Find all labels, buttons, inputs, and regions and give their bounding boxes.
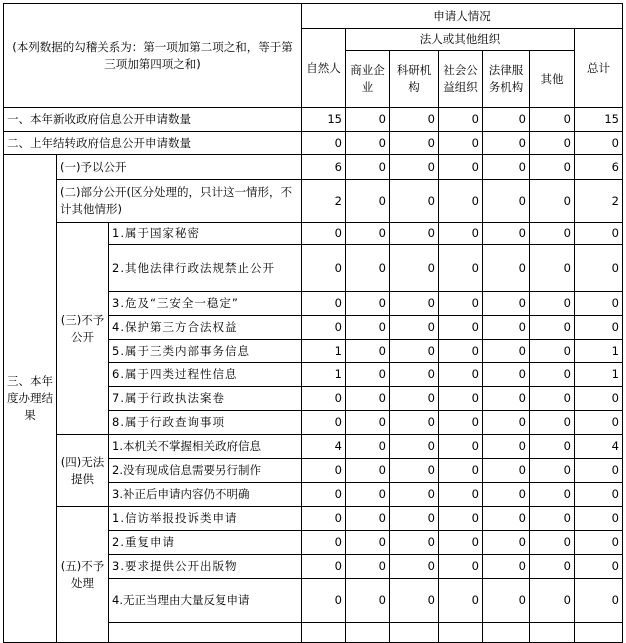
cell-value: 0	[483, 340, 530, 363]
cell-value: 0	[302, 531, 346, 555]
row-label: 5.属于三类内部事务信息	[109, 340, 302, 363]
cell-value: 0	[302, 483, 346, 507]
cell-value: 0	[390, 245, 439, 292]
org-type-header: 其他	[530, 51, 575, 108]
cell-value	[483, 623, 530, 643]
table-row	[4, 132, 623, 155]
cell-value: 0	[346, 132, 390, 155]
cell-value: 0	[530, 411, 575, 435]
cell-value: 0	[483, 108, 530, 132]
cell-value: 0	[390, 180, 439, 223]
cell-value: 0	[483, 180, 530, 223]
cell-value: 0	[390, 483, 439, 507]
cell-value: 0	[346, 316, 390, 340]
cell-value: 0	[575, 292, 623, 316]
cell-value: 0	[483, 555, 530, 579]
cell-value: 0	[346, 340, 390, 363]
cell-value: 0	[439, 507, 483, 531]
cell-value: 1	[575, 363, 623, 387]
cell-value	[530, 623, 575, 643]
table-row	[4, 180, 623, 223]
cell-value: 0	[530, 435, 575, 459]
org-type-header: 社会公益组织	[439, 51, 483, 108]
cell-value: 0	[530, 483, 575, 507]
header-note: (本列数据的勾稽关系为：第一项加第二项之和，等于第三项加第四项之和)	[4, 4, 302, 108]
cell-value: 0	[439, 555, 483, 579]
cell-value: 0	[530, 579, 575, 623]
cell-value: 0	[302, 579, 346, 623]
cell-value: 0	[575, 411, 623, 435]
row-label: 1.属于国家秘密	[109, 223, 302, 245]
row-label: 3.危及“三安全一稳定”	[109, 292, 302, 316]
cell-value: 0	[346, 531, 390, 555]
cell-value: 0	[439, 180, 483, 223]
cell-value: 0	[439, 387, 483, 411]
cell-value: 0	[483, 155, 530, 180]
cell-value	[575, 623, 623, 643]
cell-value: 0	[483, 245, 530, 292]
row-label	[109, 623, 302, 643]
cell-value: 0	[439, 579, 483, 623]
cell-value: 0	[483, 459, 530, 483]
group-4-label: (四)无法提供	[57, 435, 109, 507]
group-5-label: (五)不予处理	[57, 507, 109, 643]
row-label: 6.属于四类过程性信息	[109, 363, 302, 387]
row-label: (二)部分公开(区分处理的，只计这一情形，不计其他情形)	[57, 180, 302, 223]
cell-value: 0	[530, 108, 575, 132]
cell-value: 0	[346, 459, 390, 483]
cell-value: 0	[439, 316, 483, 340]
cell-value: 0	[439, 459, 483, 483]
cell-value: 0	[390, 292, 439, 316]
row-label: 二、上年结转政府信息公开申请数量	[4, 132, 302, 155]
cell-value: 0	[390, 507, 439, 531]
group-3-label: (三)不予公开	[57, 223, 109, 435]
cell-value: 0	[575, 459, 623, 483]
cell-value: 0	[530, 292, 575, 316]
cell-value: 0	[575, 387, 623, 411]
cell-value: 1	[302, 363, 346, 387]
cell-value: 0	[483, 435, 530, 459]
cell-value: 0	[346, 292, 390, 316]
cell-value: 0	[439, 132, 483, 155]
cell-value: 0	[483, 531, 530, 555]
cell-value: 0	[346, 483, 390, 507]
cell-value: 0	[530, 363, 575, 387]
row-label: 2.重复申请	[109, 531, 302, 555]
cell-value: 0	[483, 507, 530, 531]
cell-value: 6	[302, 155, 346, 180]
row-label: 3.补正后申请内容仍不明确	[109, 483, 302, 507]
cell-value: 0	[530, 132, 575, 155]
cell-value	[302, 623, 346, 643]
cell-value: 2	[575, 180, 623, 223]
cell-value: 0	[575, 579, 623, 623]
cell-value: 0	[483, 579, 530, 623]
cell-value: 0	[346, 223, 390, 245]
cell-value: 0	[439, 483, 483, 507]
cell-value: 0	[439, 108, 483, 132]
cell-value: 0	[390, 459, 439, 483]
cell-value: 0	[575, 531, 623, 555]
org-type-header: 商业企业	[346, 51, 390, 108]
report-table	[3, 3, 623, 643]
cell-value: 0	[439, 363, 483, 387]
cell-value: 0	[390, 387, 439, 411]
cell-value: 0	[530, 531, 575, 555]
cell-value: 0	[346, 411, 390, 435]
cell-value: 0	[439, 223, 483, 245]
cell-value: 0	[575, 223, 623, 245]
cell-value: 0	[483, 411, 530, 435]
table-row	[4, 223, 623, 245]
cell-value: 0	[530, 245, 575, 292]
row-label: 1.本机关不掌握相关政府信息	[109, 435, 302, 459]
cell-value: 0	[346, 108, 390, 132]
cell-value: 0	[439, 245, 483, 292]
row-label: 4.保护第三方合法权益	[109, 316, 302, 340]
cell-value: 0	[483, 292, 530, 316]
cell-value: 0	[575, 132, 623, 155]
cell-value	[346, 623, 390, 643]
cell-value: 0	[530, 316, 575, 340]
cell-value: 0	[530, 387, 575, 411]
cell-value: 15	[575, 108, 623, 132]
cell-value: 0	[346, 507, 390, 531]
cell-value: 0	[575, 316, 623, 340]
cell-value: 0	[575, 555, 623, 579]
cell-value: 0	[439, 435, 483, 459]
row-label: (一)予以公开	[57, 155, 302, 180]
cell-value: 0	[390, 579, 439, 623]
table-row	[4, 155, 623, 180]
row-label: 一、本年新收政府信息公开申请数量	[4, 108, 302, 132]
natural-person-header: 自然人	[302, 29, 346, 108]
cell-value: 0	[483, 363, 530, 387]
cell-value: 0	[346, 555, 390, 579]
cell-value: 0	[302, 507, 346, 531]
cell-value: 0	[390, 531, 439, 555]
cell-value: 0	[483, 316, 530, 340]
cell-value: 0	[483, 483, 530, 507]
cell-value: 0	[390, 555, 439, 579]
cell-value: 0	[302, 459, 346, 483]
applicant-status-header: 申请人情况	[302, 4, 623, 29]
cell-value: 4	[575, 435, 623, 459]
org-type-header: 科研机构	[390, 51, 439, 108]
cell-value: 0	[302, 411, 346, 435]
cell-value: 0	[390, 108, 439, 132]
cell-value: 0	[530, 555, 575, 579]
cell-value: 0	[439, 411, 483, 435]
cell-value: 0	[302, 555, 346, 579]
section-3-label: 三、本年度办理结果	[4, 155, 57, 643]
row-label: 7.属于行政执法案卷	[109, 387, 302, 411]
cell-value	[390, 623, 439, 643]
cell-value: 0	[302, 387, 346, 411]
org-type-header: 法律服务机构	[483, 51, 530, 108]
cell-value: 0	[302, 292, 346, 316]
cell-value: 0	[346, 387, 390, 411]
cell-value: 0	[390, 155, 439, 180]
cell-value: 0	[439, 155, 483, 180]
cell-value: 0	[575, 245, 623, 292]
table-row	[4, 435, 623, 459]
cell-value: 0	[530, 507, 575, 531]
cell-value: 0	[575, 483, 623, 507]
cell-value: 4	[302, 435, 346, 459]
cell-value: 1	[575, 340, 623, 363]
row-label: 1.信访举报投诉类申请	[109, 507, 302, 531]
cell-value: 0	[346, 245, 390, 292]
cell-value: 0	[390, 316, 439, 340]
cell-value: 0	[390, 363, 439, 387]
cell-value: 0	[483, 223, 530, 245]
cell-value: 0	[302, 245, 346, 292]
cell-value: 0	[390, 340, 439, 363]
row-label: 8.属于行政查询事项	[109, 411, 302, 435]
cell-value: 0	[483, 387, 530, 411]
cell-value: 0	[346, 363, 390, 387]
cell-value: 0	[439, 340, 483, 363]
cell-value: 0	[530, 155, 575, 180]
legal-group-header: 法人或其他组织	[346, 29, 575, 51]
row-label: 3.要求提供公开出版物	[109, 555, 302, 579]
cell-value: 0	[346, 579, 390, 623]
cell-value: 0	[530, 223, 575, 245]
cell-value: 1	[302, 340, 346, 363]
cell-value: 0	[302, 316, 346, 340]
cell-value: 0	[346, 155, 390, 180]
table-row	[4, 507, 623, 531]
cell-value	[439, 623, 483, 643]
cell-value: 0	[530, 459, 575, 483]
cell-value: 0	[346, 180, 390, 223]
cell-value: 0	[483, 132, 530, 155]
cell-value: 0	[390, 223, 439, 245]
cell-value: 0	[302, 223, 346, 245]
cell-value: 0	[575, 507, 623, 531]
row-label: 2.其他法律行政法规禁止公开	[109, 245, 302, 292]
total-header: 总计	[575, 29, 623, 108]
row-label: 4.无正当理由大量反复申请	[109, 579, 302, 623]
cell-value: 2	[302, 180, 346, 223]
table-row	[4, 108, 623, 132]
cell-value: 15	[302, 108, 346, 132]
row-label: 2.没有现成信息需要另行制作	[109, 459, 302, 483]
cell-value: 0	[530, 340, 575, 363]
cell-value: 6	[575, 155, 623, 180]
cell-value: 0	[302, 132, 346, 155]
cell-value: 0	[439, 531, 483, 555]
cell-value: 0	[390, 435, 439, 459]
cell-value: 0	[390, 411, 439, 435]
cell-value: 0	[439, 292, 483, 316]
cell-value: 0	[390, 132, 439, 155]
cell-value: 0	[530, 180, 575, 223]
cell-value: 0	[346, 435, 390, 459]
